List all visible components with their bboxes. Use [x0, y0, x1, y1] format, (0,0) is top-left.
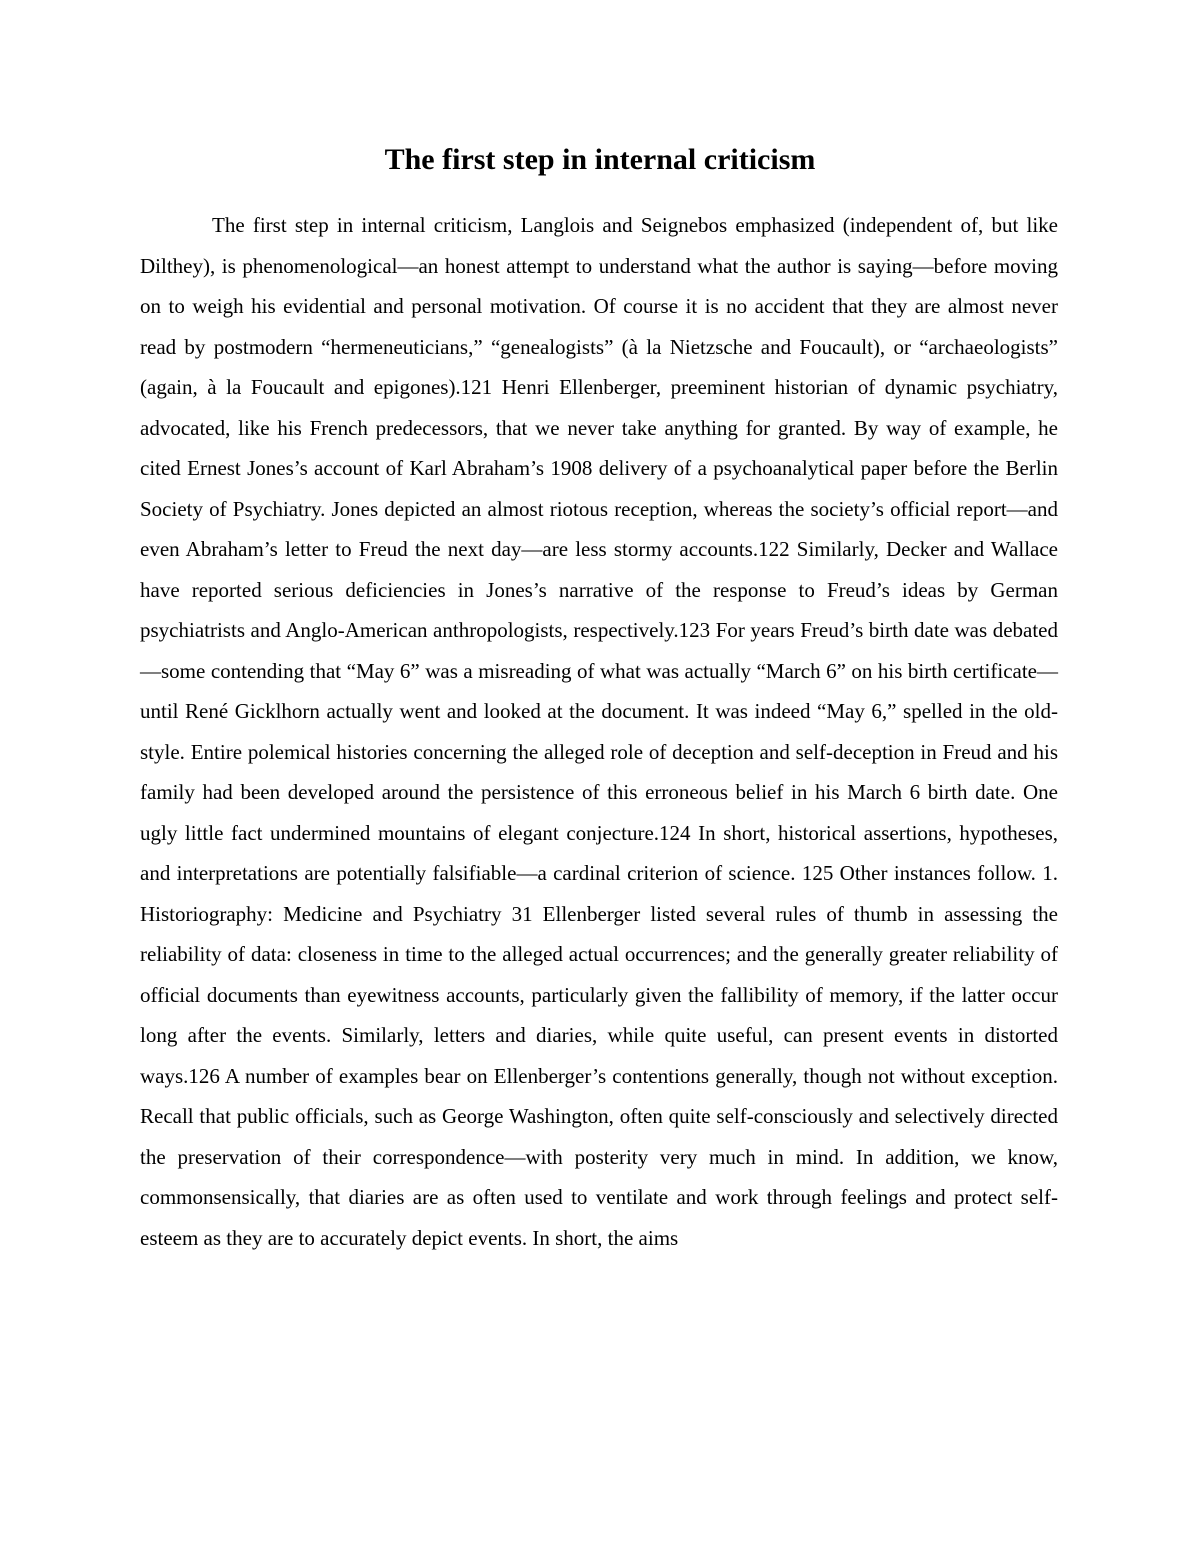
page-title: The first step in internal criticism — [384, 143, 816, 176]
body-paragraph: The first step in internal criticism, Langlois and Seignebos emphasized (independent of, but like Dilthey), is phenomenological—an honest attempt to understand what the author is saying—before moving on to weigh his evidential and personal motivation. Of course it is no accident that they are almost never read by postmodern “hermeneuticians,” “genealogists” (à la Nietzsche and Foucault), or “archaeologists” (again, à la Foucault and epigones).121 Henri Ellenberger, preeminent historian of dynamic psychiatry, advocated, like his French predecessors, that we never take anything for granted. By way of example, he cited Ernest Jones’s account of Karl Abraham’s 1908 delivery of a psychoanalytical paper before the Berlin Society of Psychiatry. Jones depicted an almost riotous reception, whereas the society’s official report—and even Abraham’s letter to Freud the next day—are less stormy accounts.122 Similarly, Decker and Wallace have reported serious deficiencies in Jones’s narrative of the response to Freud’s ideas by German psychiatrists and Anglo-American anthropologists, respectively.123 For years Freud’s birth date was debated—some contending that “May 6” was a misreading of what was actually “March 6” on his birth certificate—until René Gicklhorn actually went and looked at the document. It was indeed “May 6,” spelled in the old-style. Entire polemical histories concerning the alleged role of deception and self-deception in Freud and his family had been developed around the persistence of this erroneous belief in his March 6 birth date. One ugly little fact undermined mountains of elegant conjecture.124 In short, historical assertions, hypotheses, and interpretations are potentially falsifiable—a cardinal criterion of science. 125 Other instances follow. 1. Historiography: Medicine and Psychiatry 31 Ellenberger listed several rules of thumb in assessing the reliability of data: closeness in time to the alleged actual occurrences; and the generally greater reliability of official documents than eyewitness accounts, particularly given the fallibility of memory, if the latter occur long after the events. Similarly, letters and diaries, while quite useful, can present events in distorted ways.126 A number of examples bear on Ellenberger’s contentions generally, though not without exception. Recall that public officials, such as George Washington, often quite self-consciously and selectively directed the preservation of their correspondence—with posterity very much in mind. In addition, we know, commonsensically, that diaries are as often used to ventilate and work through feelings and protect self-esteem as they are to accurately depict events. In short, the aims — [140, 213, 1058, 1250]
